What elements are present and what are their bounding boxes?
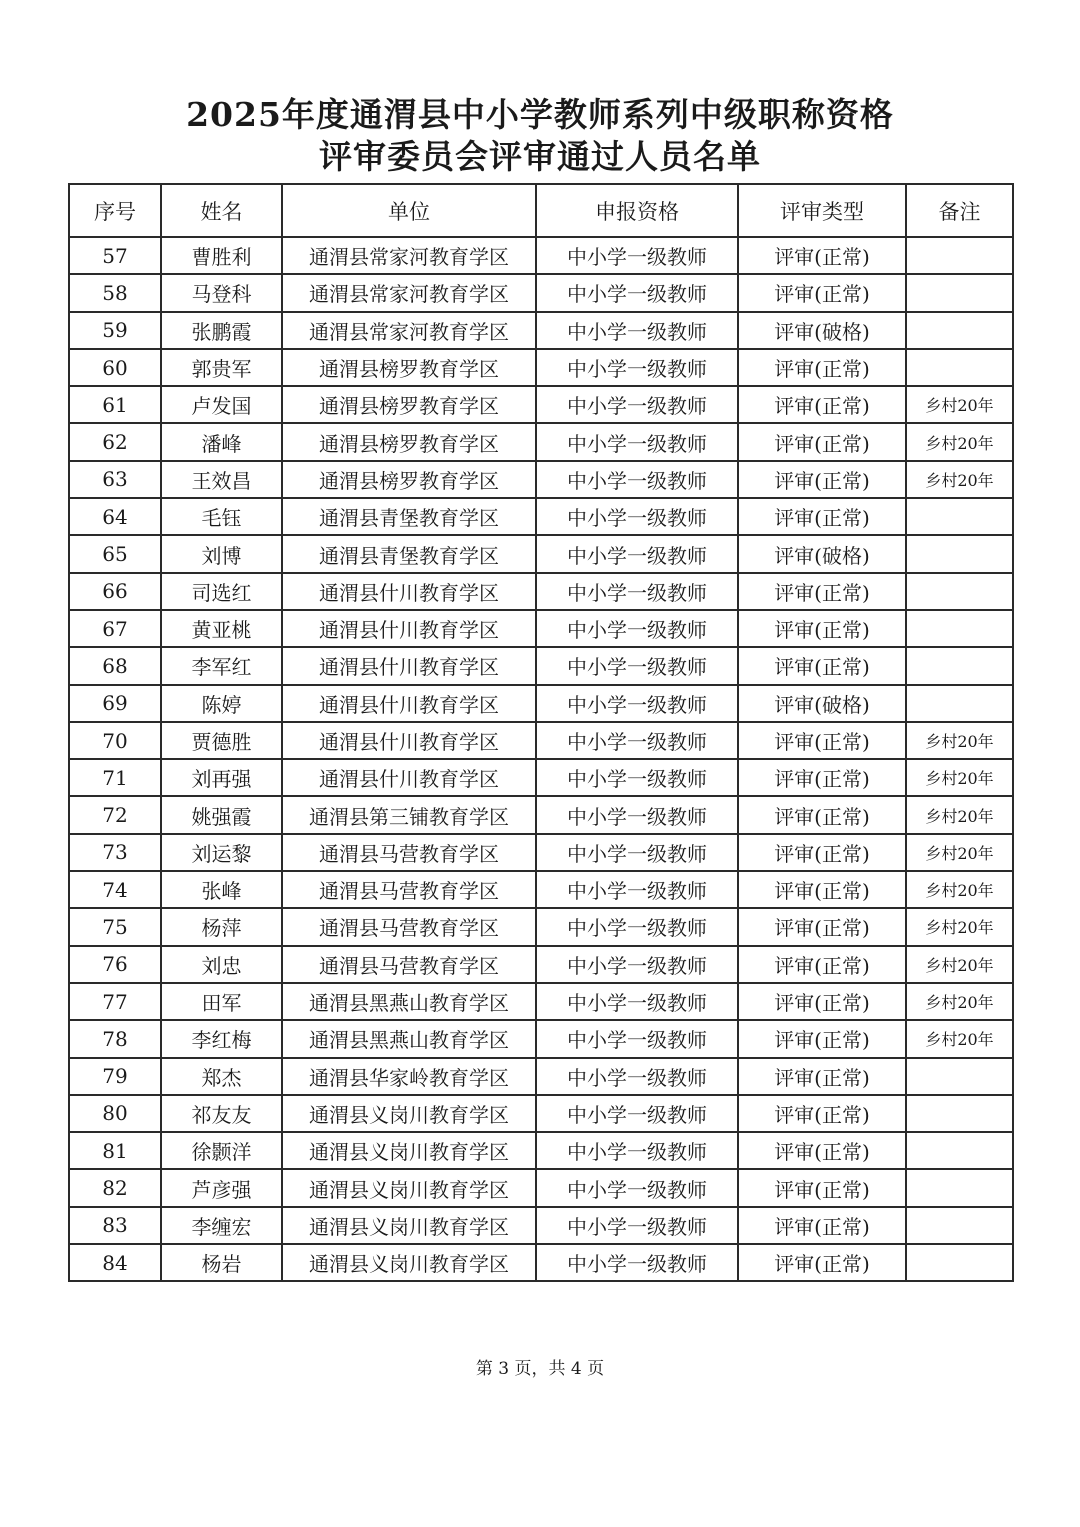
cell-serial-number: 80 bbox=[69, 1095, 161, 1132]
cell-unit: 通渭县义岗川教育学区 bbox=[282, 1244, 536, 1281]
cell-serial-number: 58 bbox=[69, 274, 161, 311]
cell-review-type: 评审(正常) bbox=[738, 946, 906, 983]
cell-review-type: 评审(正常) bbox=[738, 274, 906, 311]
cell-name: 潘峰 bbox=[161, 423, 282, 460]
cell-qualification: 中小学一级教师 bbox=[536, 908, 738, 945]
cell-name: 毛钰 bbox=[161, 498, 282, 535]
cell-remark: 乡村20年 bbox=[906, 386, 1013, 423]
table-row bbox=[69, 1207, 1013, 1244]
cell-qualification: 中小学一级教师 bbox=[536, 312, 738, 349]
cell-serial-number: 62 bbox=[69, 423, 161, 460]
cell-qualification: 中小学一级教师 bbox=[536, 983, 738, 1020]
cell-unit: 通渭县青堡教育学区 bbox=[282, 498, 536, 535]
cell-serial-number: 70 bbox=[69, 722, 161, 759]
cell-remark bbox=[906, 237, 1013, 274]
cell-qualification: 中小学一级教师 bbox=[536, 274, 738, 311]
cell-serial-number: 84 bbox=[69, 1244, 161, 1281]
table-row bbox=[69, 871, 1013, 908]
cell-review-type: 评审(正常) bbox=[738, 386, 906, 423]
cell-serial-number: 82 bbox=[69, 1169, 161, 1206]
cell-name: 李缠宏 bbox=[161, 1207, 282, 1244]
cell-unit: 通渭县马营教育学区 bbox=[282, 834, 536, 871]
cell-name: 刘忠 bbox=[161, 946, 282, 983]
cell-unit: 通渭县什川教育学区 bbox=[282, 573, 536, 610]
cell-name: 郭贵军 bbox=[161, 349, 282, 386]
cell-unit: 通渭县榜罗教育学区 bbox=[282, 386, 536, 423]
header-name: 姓名 bbox=[161, 184, 282, 237]
cell-serial-number: 71 bbox=[69, 759, 161, 796]
cell-unit: 通渭县什川教育学区 bbox=[282, 647, 536, 684]
cell-unit: 通渭县义岗川教育学区 bbox=[282, 1207, 536, 1244]
cell-name: 杨萍 bbox=[161, 908, 282, 945]
cell-name: 张鹏霞 bbox=[161, 312, 282, 349]
cell-serial-number: 69 bbox=[69, 685, 161, 722]
cell-serial-number: 74 bbox=[69, 871, 161, 908]
table-row bbox=[69, 237, 1013, 274]
cell-unit: 通渭县常家河教育学区 bbox=[282, 237, 536, 274]
cell-qualification: 中小学一级教师 bbox=[536, 498, 738, 535]
table-row bbox=[69, 946, 1013, 983]
cell-remark: 乡村20年 bbox=[906, 722, 1013, 759]
cell-serial-number: 76 bbox=[69, 946, 161, 983]
cell-unit: 通渭县黑燕山教育学区 bbox=[282, 1020, 536, 1057]
table-row bbox=[69, 796, 1013, 833]
cell-remark: 乡村20年 bbox=[906, 946, 1013, 983]
cell-review-type: 评审(破格) bbox=[738, 535, 906, 572]
table-row bbox=[69, 461, 1013, 498]
cell-review-type: 评审(破格) bbox=[738, 685, 906, 722]
cell-serial-number: 65 bbox=[69, 535, 161, 572]
cell-qualification: 中小学一级教师 bbox=[536, 1132, 738, 1169]
cell-unit: 通渭县马营教育学区 bbox=[282, 871, 536, 908]
cell-name: 贾德胜 bbox=[161, 722, 282, 759]
table-row bbox=[69, 312, 1013, 349]
cell-qualification: 中小学一级教师 bbox=[536, 834, 738, 871]
cell-review-type: 评审(正常) bbox=[738, 722, 906, 759]
table-row bbox=[69, 983, 1013, 1020]
cell-unit: 通渭县榜罗教育学区 bbox=[282, 461, 536, 498]
table-row bbox=[69, 908, 1013, 945]
cell-unit: 通渭县榜罗教育学区 bbox=[282, 349, 536, 386]
cell-review-type: 评审(正常) bbox=[738, 759, 906, 796]
cell-qualification: 中小学一级教师 bbox=[536, 685, 738, 722]
cell-review-type: 评审(正常) bbox=[738, 1169, 906, 1206]
cell-serial-number: 67 bbox=[69, 610, 161, 647]
cell-unit: 通渭县榜罗教育学区 bbox=[282, 423, 536, 460]
cell-remark: 乡村20年 bbox=[906, 871, 1013, 908]
cell-serial-number: 81 bbox=[69, 1132, 161, 1169]
table-row bbox=[69, 535, 1013, 572]
cell-serial-number: 59 bbox=[69, 312, 161, 349]
cell-review-type: 评审(正常) bbox=[738, 423, 906, 460]
cell-name: 陈婷 bbox=[161, 685, 282, 722]
cell-name: 姚强霞 bbox=[161, 796, 282, 833]
table-row bbox=[69, 1244, 1013, 1281]
header-qualification: 申报资格 bbox=[536, 184, 738, 237]
cell-unit: 通渭县义岗川教育学区 bbox=[282, 1132, 536, 1169]
cell-name: 刘再强 bbox=[161, 759, 282, 796]
cell-name: 徐颢洋 bbox=[161, 1132, 282, 1169]
cell-qualification: 中小学一级教师 bbox=[536, 386, 738, 423]
table-row bbox=[69, 610, 1013, 647]
cell-name: 卢发国 bbox=[161, 386, 282, 423]
table-row bbox=[69, 1095, 1013, 1132]
cell-name: 刘博 bbox=[161, 535, 282, 572]
document-title-line2: 评审委员会评审通过人员名单 bbox=[319, 137, 761, 176]
cell-qualification: 中小学一级教师 bbox=[536, 423, 738, 460]
cell-unit: 通渭县什川教育学区 bbox=[282, 610, 536, 647]
cell-qualification: 中小学一级教师 bbox=[536, 647, 738, 684]
cell-serial-number: 78 bbox=[69, 1020, 161, 1057]
document-title-line1: 2025年度通渭县中小学教师系列中级职称资格 bbox=[186, 95, 894, 134]
cell-qualification: 中小学一级教师 bbox=[536, 1058, 738, 1095]
table-row bbox=[69, 349, 1013, 386]
table-row bbox=[69, 685, 1013, 722]
table-row bbox=[69, 573, 1013, 610]
cell-serial-number: 64 bbox=[69, 498, 161, 535]
cell-name: 张峰 bbox=[161, 871, 282, 908]
cell-serial-number: 79 bbox=[69, 1058, 161, 1095]
cell-unit: 通渭县马营教育学区 bbox=[282, 946, 536, 983]
cell-qualification: 中小学一级教师 bbox=[536, 535, 738, 572]
cell-remark: 乡村20年 bbox=[906, 759, 1013, 796]
cell-remark bbox=[906, 1095, 1013, 1132]
cell-qualification: 中小学一级教师 bbox=[536, 946, 738, 983]
cell-remark bbox=[906, 647, 1013, 684]
cell-qualification: 中小学一级教师 bbox=[536, 1020, 738, 1057]
cell-serial-number: 68 bbox=[69, 647, 161, 684]
cell-qualification: 中小学一级教师 bbox=[536, 461, 738, 498]
cell-name: 李军红 bbox=[161, 647, 282, 684]
table-row bbox=[69, 1169, 1013, 1206]
cell-name: 祁友友 bbox=[161, 1095, 282, 1132]
cell-qualification: 中小学一级教师 bbox=[536, 796, 738, 833]
cell-review-type: 评审(正常) bbox=[738, 871, 906, 908]
cell-review-type: 评审(正常) bbox=[738, 461, 906, 498]
cell-serial-number: 72 bbox=[69, 796, 161, 833]
cell-remark bbox=[906, 1244, 1013, 1281]
cell-review-type: 评审(正常) bbox=[738, 610, 906, 647]
cell-qualification: 中小学一级教师 bbox=[536, 871, 738, 908]
cell-unit: 通渭县义岗川教育学区 bbox=[282, 1095, 536, 1132]
cell-remark bbox=[906, 573, 1013, 610]
roster-table bbox=[68, 183, 1014, 1282]
cell-qualification: 中小学一级教师 bbox=[536, 1244, 738, 1281]
header-review-type: 评审类型 bbox=[738, 184, 906, 237]
cell-name: 芦彦强 bbox=[161, 1169, 282, 1206]
cell-remark: 乡村20年 bbox=[906, 834, 1013, 871]
cell-remark: 乡村20年 bbox=[906, 796, 1013, 833]
cell-remark bbox=[906, 1132, 1013, 1169]
cell-review-type: 评审(正常) bbox=[738, 349, 906, 386]
table-row bbox=[69, 274, 1013, 311]
cell-name: 李红梅 bbox=[161, 1020, 282, 1057]
cell-review-type: 评审(正常) bbox=[738, 1132, 906, 1169]
cell-unit: 通渭县义岗川教育学区 bbox=[282, 1169, 536, 1206]
cell-name: 司选红 bbox=[161, 573, 282, 610]
page-number: 第 3 页，共 4 页 bbox=[475, 1359, 605, 1379]
cell-unit: 通渭县华家岭教育学区 bbox=[282, 1058, 536, 1095]
cell-remark: 乡村20年 bbox=[906, 461, 1013, 498]
cell-qualification: 中小学一级教师 bbox=[536, 1207, 738, 1244]
cell-remark bbox=[906, 535, 1013, 572]
cell-serial-number: 66 bbox=[69, 573, 161, 610]
cell-remark: 乡村20年 bbox=[906, 423, 1013, 460]
cell-remark bbox=[906, 610, 1013, 647]
table-header-row bbox=[69, 184, 1013, 237]
cell-qualification: 中小学一级教师 bbox=[536, 759, 738, 796]
cell-review-type: 评审(正常) bbox=[738, 1020, 906, 1057]
table-row bbox=[69, 722, 1013, 759]
cell-review-type: 评审(正常) bbox=[738, 1095, 906, 1132]
cell-remark bbox=[906, 312, 1013, 349]
cell-remark bbox=[906, 685, 1013, 722]
table-row bbox=[69, 1020, 1013, 1057]
cell-review-type: 评审(正常) bbox=[738, 573, 906, 610]
table-body bbox=[69, 237, 1013, 1281]
cell-qualification: 中小学一级教师 bbox=[536, 610, 738, 647]
cell-qualification: 中小学一级教师 bbox=[536, 237, 738, 274]
table-row bbox=[69, 1132, 1013, 1169]
cell-review-type: 评审(正常) bbox=[738, 1244, 906, 1281]
cell-unit: 通渭县马营教育学区 bbox=[282, 908, 536, 945]
cell-unit: 通渭县什川教育学区 bbox=[282, 759, 536, 796]
cell-remark: 乡村20年 bbox=[906, 983, 1013, 1020]
table-row bbox=[69, 647, 1013, 684]
cell-review-type: 评审(正常) bbox=[738, 796, 906, 833]
cell-remark bbox=[906, 349, 1013, 386]
cell-qualification: 中小学一级教师 bbox=[536, 1169, 738, 1206]
table-row bbox=[69, 834, 1013, 871]
table-row bbox=[69, 1058, 1013, 1095]
cell-unit: 通渭县青堡教育学区 bbox=[282, 535, 536, 572]
header-remark: 备注 bbox=[906, 184, 1013, 237]
cell-serial-number: 61 bbox=[69, 386, 161, 423]
cell-serial-number: 60 bbox=[69, 349, 161, 386]
cell-review-type: 评审(正常) bbox=[738, 1058, 906, 1095]
cell-remark bbox=[906, 274, 1013, 311]
cell-name: 马登科 bbox=[161, 274, 282, 311]
cell-unit: 通渭县第三铺教育学区 bbox=[282, 796, 536, 833]
header-serial-number: 序号 bbox=[69, 184, 161, 237]
cell-serial-number: 73 bbox=[69, 834, 161, 871]
cell-unit: 通渭县黑燕山教育学区 bbox=[282, 983, 536, 1020]
cell-remark bbox=[906, 1058, 1013, 1095]
cell-name: 王效昌 bbox=[161, 461, 282, 498]
cell-qualification: 中小学一级教师 bbox=[536, 722, 738, 759]
cell-remark bbox=[906, 1207, 1013, 1244]
cell-review-type: 评审(正常) bbox=[738, 498, 906, 535]
table-row bbox=[69, 423, 1013, 460]
cell-serial-number: 57 bbox=[69, 237, 161, 274]
cell-review-type: 评审(正常) bbox=[738, 237, 906, 274]
cell-review-type: 评审(正常) bbox=[738, 908, 906, 945]
cell-qualification: 中小学一级教师 bbox=[536, 349, 738, 386]
header-unit: 单位 bbox=[282, 184, 536, 237]
cell-unit: 通渭县常家河教育学区 bbox=[282, 312, 536, 349]
cell-review-type: 评审(正常) bbox=[738, 983, 906, 1020]
cell-serial-number: 75 bbox=[69, 908, 161, 945]
cell-name: 刘运黎 bbox=[161, 834, 282, 871]
cell-review-type: 评审(破格) bbox=[738, 312, 906, 349]
cell-name: 郑杰 bbox=[161, 1058, 282, 1095]
cell-qualification: 中小学一级教师 bbox=[536, 1095, 738, 1132]
cell-review-type: 评审(正常) bbox=[738, 834, 906, 871]
cell-remark: 乡村20年 bbox=[906, 908, 1013, 945]
cell-qualification: 中小学一级教师 bbox=[536, 573, 738, 610]
cell-serial-number: 83 bbox=[69, 1207, 161, 1244]
cell-remark bbox=[906, 498, 1013, 535]
table-row bbox=[69, 498, 1013, 535]
cell-unit: 通渭县什川教育学区 bbox=[282, 685, 536, 722]
cell-name: 田军 bbox=[161, 983, 282, 1020]
cell-remark bbox=[906, 1169, 1013, 1206]
cell-name: 杨岩 bbox=[161, 1244, 282, 1281]
cell-unit: 通渭县常家河教育学区 bbox=[282, 274, 536, 311]
cell-remark: 乡村20年 bbox=[906, 1020, 1013, 1057]
cell-serial-number: 77 bbox=[69, 983, 161, 1020]
cell-name: 黄亚桃 bbox=[161, 610, 282, 647]
table-row bbox=[69, 759, 1013, 796]
cell-unit: 通渭县什川教育学区 bbox=[282, 722, 536, 759]
table-row bbox=[69, 386, 1013, 423]
cell-review-type: 评审(正常) bbox=[738, 647, 906, 684]
cell-serial-number: 63 bbox=[69, 461, 161, 498]
cell-review-type: 评审(正常) bbox=[738, 1207, 906, 1244]
cell-name: 曹胜利 bbox=[161, 237, 282, 274]
